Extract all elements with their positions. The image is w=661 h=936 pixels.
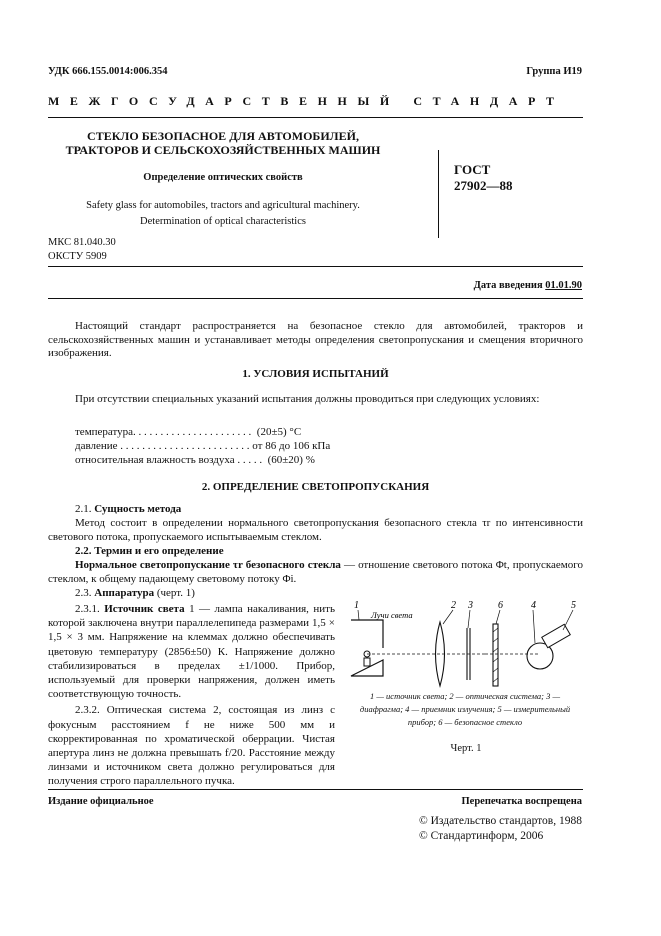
footer-rule <box>48 789 583 790</box>
document-title <box>48 129 398 157</box>
paragraph-2-3-title: Аппаратура <box>94 587 155 599</box>
paragraph-2-1-title: Сущность метода <box>94 503 182 515</box>
term-definition: — отношение светового потока Φt, пропускаемого стеклом, к общему падающему световому потоку Φi. <box>48 559 583 585</box>
safety-glass <box>493 624 498 686</box>
figure-title: Черт. 1 <box>450 743 482 754</box>
mks-code: МКС 81.040.30 <box>48 237 116 248</box>
paragraph-2-1-number: 2.1. <box>75 503 92 515</box>
figure-caption: 1 — источник света; 2 — оптическая система; 3 — диафрагма; 4 — приемник излучения; 5 — измерительный прибор; 6 — безопасное стекло <box>359 691 571 727</box>
measuring-instrument <box>542 624 571 647</box>
beam-label: Лучи света <box>371 610 413 620</box>
paragraph-2-2-header: 2.2. Термин и его определение <box>75 545 224 557</box>
condition-temperature: температура. . . . . . . . . . . . . . . . . . . . . . (20±5) °С <box>75 426 302 438</box>
paragraph-2-3-number: 2.3. <box>75 587 92 599</box>
paragraph-2-1-text: Метод состоит в определении нормального светопропускания безопасного стекла τr по интенсивности светового потока, пропускаемого испытываемым стеклом. <box>48 517 583 543</box>
section-2-heading: 2. ОПРЕДЕЛЕНИЕ СВЕТОПРОПУСКАНИЯ <box>201 481 430 493</box>
english-title-line-2: Determination of optical characteristics <box>140 216 306 227</box>
classification-codes <box>48 236 116 264</box>
intro-rule <box>48 298 583 299</box>
paragraph-2-3-ref: (черт. 1) <box>154 587 195 599</box>
paragraph-2-2-text <box>48 559 583 586</box>
fig-number-3: 3 <box>468 600 473 611</box>
term-normal-transmittance: Нормальное светопропускание τr безопасного стекла <box>75 559 341 571</box>
group-code: Группа И19 <box>526 66 582 77</box>
gost-number: 27902—88 <box>454 178 513 193</box>
fig-number-5: 5 <box>571 600 576 611</box>
udc-code: УДК 666.155.0014:006.354 <box>48 66 168 77</box>
title-line-2: ТРАКТОРОВ И СЕЛЬСКОХОЗЯЙСТВЕННЫХ МАШИН <box>65 143 381 157</box>
paragraph-2-3-2: 2.3.2. Оптическая система 2, состоящая из линз с фокусным расстоянием f не ниже 500 мм и скорректированная по хроматической оберрации. Чистая апертура линз не должна превышать f/20. Расстояние между линзами и источником света должно регулироваться для получения строго параллельного пучка. <box>48 704 335 788</box>
paragraph-2-3-1-title: Источник света <box>104 603 185 615</box>
copyright-line-1: © Издательство стандартов, 1988 <box>418 815 582 827</box>
copyright-line-2: © Стандартинформ, 2006 <box>418 830 544 842</box>
paragraph-2-3-1-number: 2.3.1. <box>75 603 100 615</box>
gost-divider <box>438 150 439 238</box>
section-1-text: При отсутствии специальных указаний испытания должны проводиться при следующих условиях: <box>75 393 540 405</box>
english-title <box>48 198 398 230</box>
document-subtitle: Определение оптических свойств <box>143 172 303 183</box>
english-title-line-1: Safety glass for automobiles, tractors and agricultural machinery. <box>86 200 360 211</box>
apparatus-column <box>48 602 335 789</box>
fig-number-2: 2 <box>451 600 456 611</box>
title-line-1: СТЕКЛО БЕЗОПАСНОЕ ДЛЯ АВТОМОБИЛЕЙ, <box>87 129 359 143</box>
condition-pressure: давление . . . . . . . . . . . . . . . . . . . . . . . . от 86 до 106 кПа <box>75 440 331 452</box>
condition-humidity: относительная влажность воздуха . . . . . (60±20) % <box>75 454 315 466</box>
header-rule <box>48 117 583 118</box>
intro-paragraph: Настоящий стандарт распространяется на безопасное стекло для автомобилей, тракторов и сельскохозяйственных машин и устанавливает методы определения светопропускания и смещения вторичного изображения. <box>48 320 583 359</box>
lamp-base <box>364 658 370 666</box>
publication-note: Издание официальное <box>48 796 154 807</box>
gost-designation <box>454 162 513 194</box>
fig-number-1: 1 <box>354 600 359 611</box>
paragraph-2-3-1 <box>48 602 335 701</box>
paragraph-2-1-header <box>48 503 583 517</box>
conditions-list <box>75 425 330 467</box>
reprint-note: Перепечатка воспрещена <box>461 796 582 807</box>
intro-date-value: 01.01.90 <box>545 280 582 291</box>
okstu-code: ОКСТУ 5909 <box>48 251 107 262</box>
fig-number-6: 6 <box>498 600 503 611</box>
classification-rule <box>48 266 583 267</box>
standard-banner: МЕЖГОСУДАРСТВЕННЫЙ СТАНДАРТ <box>48 94 565 108</box>
section-1-heading: 1. УСЛОВИЯ ИСПЫТАНИЙ <box>242 368 389 380</box>
light-source-housing <box>351 620 383 676</box>
fig-number-4: 4 <box>531 600 536 611</box>
gost-label: ГОСТ <box>454 162 491 177</box>
paragraph-2-3-1-text: 1 — лампа накаливания, нить которой заключена внутри параллелепипеда размерами 1,5 × 1,5 × 3 мм. Напряжение на клеммах должно обеспечивать цветовую температуру (2856±50) К. Напряжение должно стабилизироваться в пределах ±1/1000. Прибор, используемый для проверки напряжения, должен иметь соответствующую точность. <box>48 603 336 701</box>
intro-date-label: Дата введения <box>473 280 543 291</box>
copyright-block <box>419 814 582 844</box>
introduction-date <box>474 280 582 291</box>
